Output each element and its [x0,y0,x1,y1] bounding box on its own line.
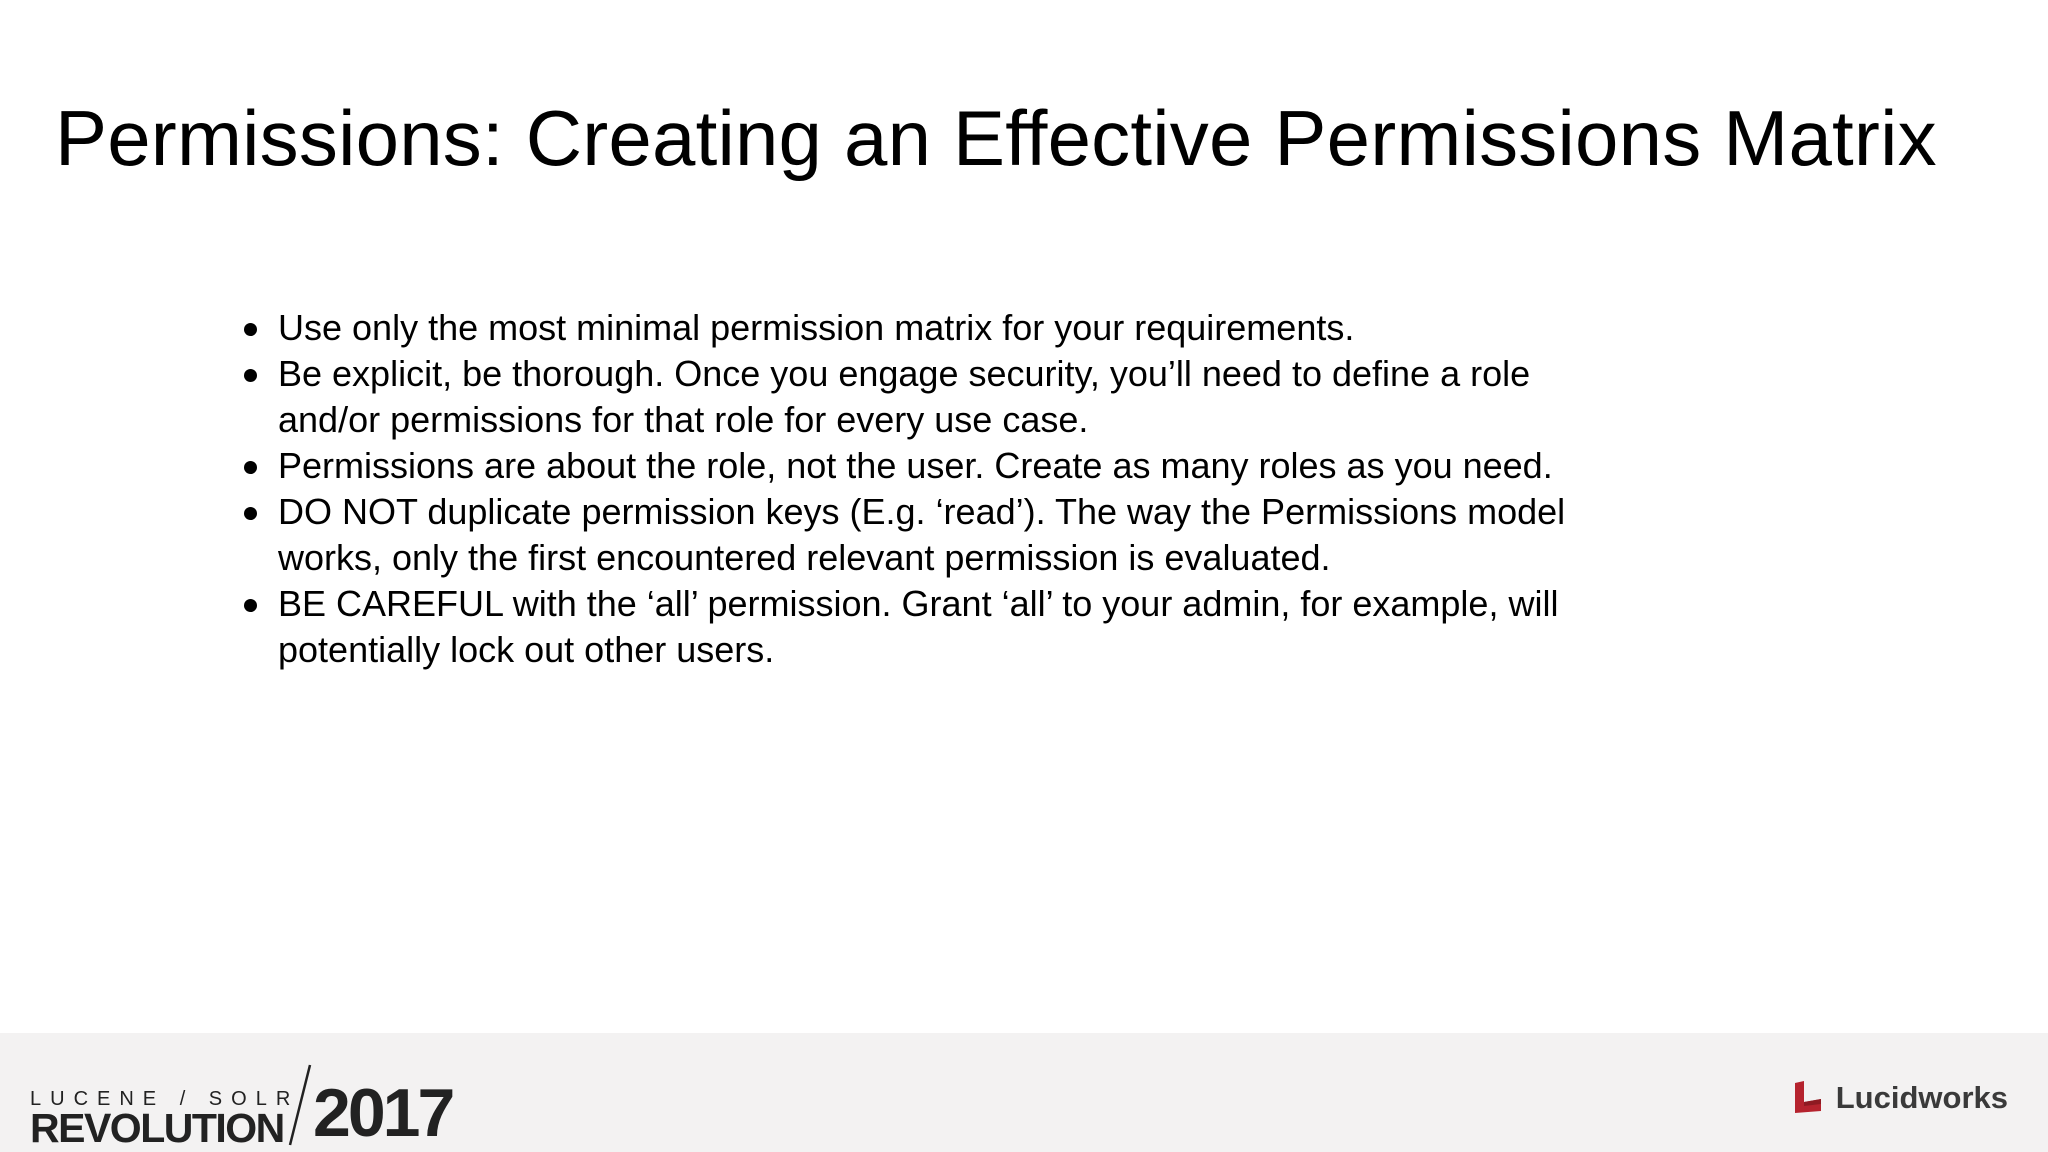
bullet-dot-icon [244,323,257,336]
bullet-item [240,305,1580,351]
bullet-text: Permissions are about the role, not the user. Create as many roles as you need. [278,445,1553,486]
bullet-dot-icon [244,507,257,520]
brand-name: Lucidworks [1835,1079,2008,1115]
footer-bar [0,1033,2048,1152]
bullet-dot-icon [244,369,257,382]
brand-logo [1792,1077,2008,1117]
bullet-dot-icon [244,461,257,474]
bullet-text: Be explicit, be thorough. Once you engage security, you’ll need to define a role and/or permissions for that role for every use case. [278,353,1531,440]
lucidworks-logo-icon [1792,1080,1824,1114]
bullet-item [240,489,1580,581]
bullet-dot-icon [244,599,257,612]
bullet-item [240,443,1580,489]
bullet-text: DO NOT duplicate permission keys (E.g. ‘read’). The way the Permissions model works, only the first encountered relevant permission is evaluated. [278,491,1566,578]
bullet-text: BE CAREFUL with the ‘all’ permission. Grant ‘all’ to your admin, for example, will potentially lock out other users. [278,583,1559,670]
bullet-item [240,351,1580,443]
event-logo-subtitle: LUCENE / SOLR [30,1088,300,1110]
slash-divider-icon [284,1063,314,1147]
bullet-text: Use only the most minimal permission matrix for your requirements. [278,307,1355,348]
event-logo-year: 2017 [313,1075,453,1151]
event-logo-title: REVOLUTION [30,1105,284,1151]
bullet-item [240,581,1580,673]
slide-title: Permissions: Creating an Effective Permissions Matrix [55,94,1937,182]
bullet-list [240,305,1580,673]
event-logo [30,1053,490,1151]
